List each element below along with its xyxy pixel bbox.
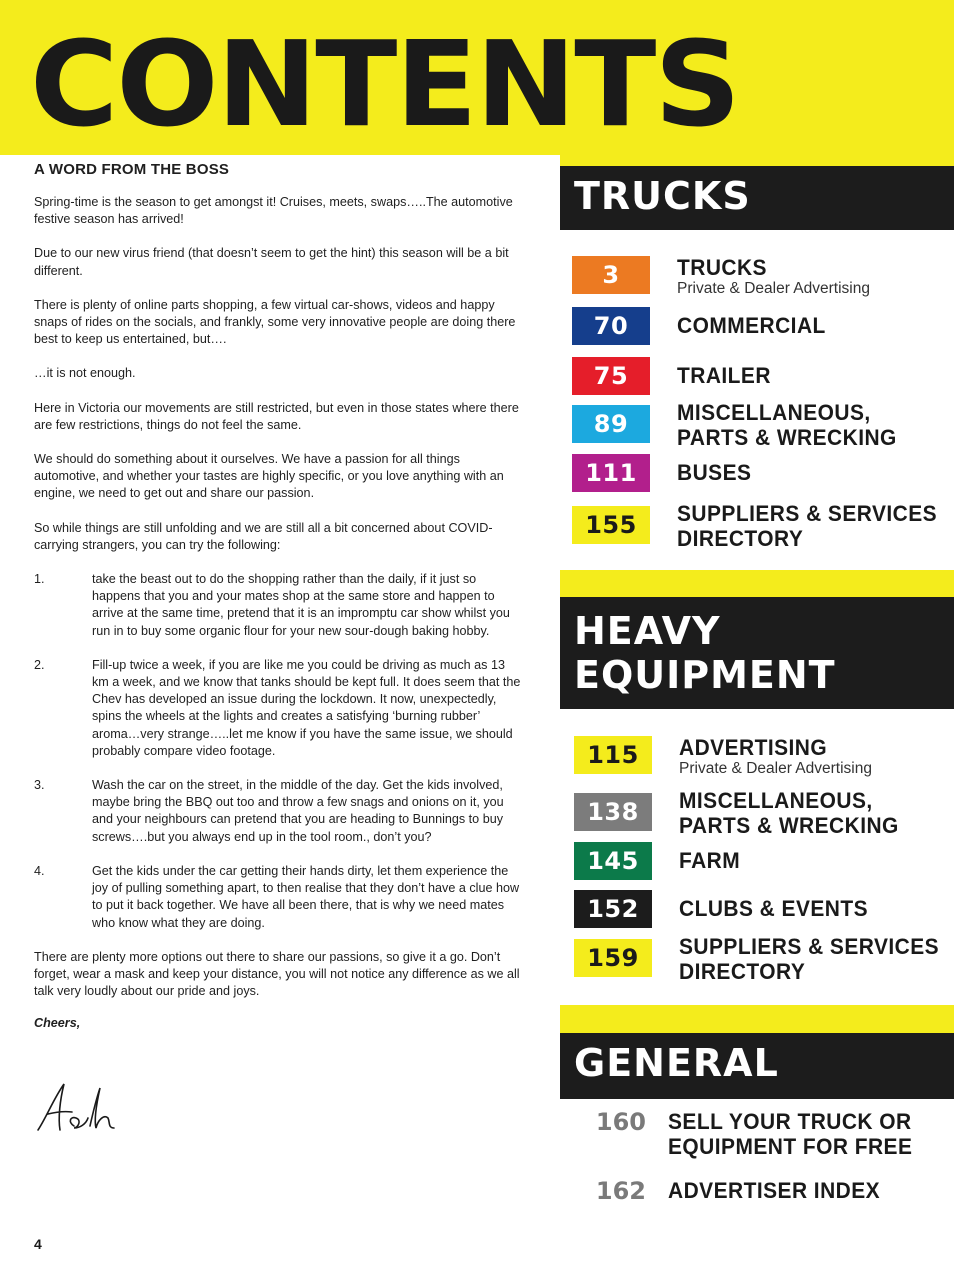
letter-paragraph: …it is not enough. xyxy=(34,366,136,381)
entry-title: CLUBS & EVENTS xyxy=(679,896,869,921)
entry-title-line: PARTS & WRECKING xyxy=(677,425,897,450)
list-item-text: take the beast out to do the shopping rather than the daily, if it just so happens that you and your mates shop at the same store and happen to arrive at the same time, pretend that it is an impromptu car show whilst you run in to buy some organic flour for your new sour-dough baking hobby. xyxy=(92,572,510,638)
letter-closing: There are plenty more options out there to share our passions, so give it a go. Don’t forget, wear a mask and keep your distance, you will not notice any difference as we all talk very loudly about our pride and joys. xyxy=(34,949,520,999)
list-item-text: Wash the car on the street, in the middle of the day. Get the kids involved, maybe bring the BBQ out too and throw a few snags and onions on it, you and your neighbours can pretend that you are heading to Bunnings to buy screws….but you always end up in the tool room., don’t you? xyxy=(92,778,504,844)
letter-paragraph: Here in Victoria our movements are still restricted, but even in those states where there are few restrictions, things do not feel the same. xyxy=(34,400,519,432)
entry-subtitle: Private & Dealer Advertising xyxy=(677,280,870,297)
entry-title-line: PARTS & WRECKING xyxy=(679,813,899,838)
toc-entry[interactable] xyxy=(572,357,778,395)
entry-title: TRAILER xyxy=(677,363,771,388)
entry-title-line: DIRECTORY xyxy=(679,959,806,984)
general-heading: GENERAL xyxy=(560,1033,954,1099)
page-badge: 138 xyxy=(574,793,652,831)
list-item xyxy=(34,571,524,640)
toc-entry[interactable] xyxy=(572,307,837,345)
list-item xyxy=(34,863,524,932)
entry-title-line: EQUIPMENT FOR FREE xyxy=(668,1134,913,1159)
letter-paragraph: We should do something about it ourselves. We have a passion for all things automotive, and whether your tastes are highly specific, or you love anything with an engine, we need to get out and share our passion. xyxy=(34,452,504,501)
title-banner xyxy=(0,0,954,155)
suggestion-list xyxy=(34,571,524,932)
list-item xyxy=(34,657,524,760)
heading-line: EQUIPMENT xyxy=(574,653,836,697)
page-badge: 70 xyxy=(572,307,650,345)
toc-entry[interactable] xyxy=(572,501,954,551)
letter-paragraph: There is plenty of online parts shopping, a few virtual car-shows, videos and happy snaps of rides on the socials, and frankly, some very innovative people are doing there best to keep us entertained, but…. xyxy=(34,297,516,347)
page-badge: 75 xyxy=(572,357,650,395)
heavy-equipment-heading xyxy=(560,597,954,709)
entry-subtitle: Private & Dealer Advertising xyxy=(679,760,872,777)
list-item-number: 1. xyxy=(34,572,45,587)
entry-title-line: MISCELLANEOUS, xyxy=(677,400,871,425)
toc-entry[interactable] xyxy=(586,1177,896,1205)
page-badge: 115 xyxy=(574,736,652,774)
entry-title-line: SUPPLIERS & SERVICES xyxy=(677,501,938,526)
entry-title-line: SELL YOUR TRUCK OR xyxy=(668,1109,912,1134)
letter-paragraph: So while things are still unfolding and we are still all a bit concerned about COVID-carrying strangers, you can try the following: xyxy=(34,520,493,552)
entry-title: ADVERTISING xyxy=(679,735,828,760)
boss-letter xyxy=(34,160,524,1033)
page-badge: 152 xyxy=(574,890,652,928)
list-item-number: 3. xyxy=(34,778,45,793)
entry-title: FARM xyxy=(679,848,741,873)
toc-entry[interactable] xyxy=(574,736,872,778)
letter-signoff: Cheers, xyxy=(34,1016,81,1031)
entry-title: BUSES xyxy=(677,460,752,485)
page-badge: 111 xyxy=(572,454,650,492)
page-number-label: 160 xyxy=(595,1108,646,1136)
toc-entry[interactable] xyxy=(586,1108,931,1159)
toc-entry[interactable] xyxy=(572,454,757,492)
letter-heading: A WORD FROM THE BOSS xyxy=(34,161,230,178)
page-title: CONTENTS xyxy=(30,15,739,153)
toc-entry[interactable] xyxy=(574,890,882,928)
page-badge: 3 xyxy=(572,256,650,294)
toc-entry[interactable] xyxy=(572,400,913,450)
list-item-number: 4. xyxy=(34,863,45,878)
entry-title-line: DIRECTORY xyxy=(677,526,804,551)
page-badge: 89 xyxy=(572,405,650,443)
toc-entry[interactable] xyxy=(574,934,954,984)
list-item-text: Fill-up twice a week, if you are like me you could be driving as much as 13 km a week, and we know that tanks should be kept full. It does seem that the Chev has developed an issue during the lockdown. It now, unexpectedly, spins the wheels at the lights and creates a satisfying ‘burning rubber’ aroma…very strange…..let me know if you have the same issue, we should probably compare video footage. xyxy=(92,657,521,758)
page-badge: 159 xyxy=(574,939,652,977)
toc-entry[interactable] xyxy=(572,256,870,298)
toc-entry[interactable] xyxy=(574,788,915,838)
page-number: 4 xyxy=(34,1236,42,1252)
letter-paragraph: Due to our new virus friend (that doesn’t seem to get the hint) this season will be a bit different. xyxy=(34,246,509,278)
list-item-text: Get the kids under the car getting their hands dirty, let them experience the joy of pulling something apart, to then realise that they don’t have a clue how to put it back together. We have all been there, that is why we need mates who know what they are doing. xyxy=(92,863,520,930)
list-item-number: 2. xyxy=(34,657,45,672)
entry-title-line: SUPPLIERS & SERVICES xyxy=(679,934,940,959)
letter-paragraph: Spring-time is the season to get amongst it! Cruises, meets, swaps…..The automotive festive season has arrived! xyxy=(34,195,513,227)
page-badge: 155 xyxy=(572,506,650,544)
trucks-heading: TRUCKS xyxy=(560,166,954,230)
toc-entry[interactable] xyxy=(574,842,745,880)
signature-image xyxy=(34,1078,134,1138)
page-badge: 145 xyxy=(574,842,652,880)
page-number-label: 162 xyxy=(595,1177,646,1205)
entry-title: ADVERTISER INDEX xyxy=(668,1178,881,1203)
entry-title: TRUCKS xyxy=(677,255,767,280)
heading-line: HEAVY xyxy=(574,609,721,653)
entry-title-line: MISCELLANEOUS, xyxy=(679,788,873,813)
list-item xyxy=(34,777,524,846)
entry-title: COMMERCIAL xyxy=(677,313,826,338)
